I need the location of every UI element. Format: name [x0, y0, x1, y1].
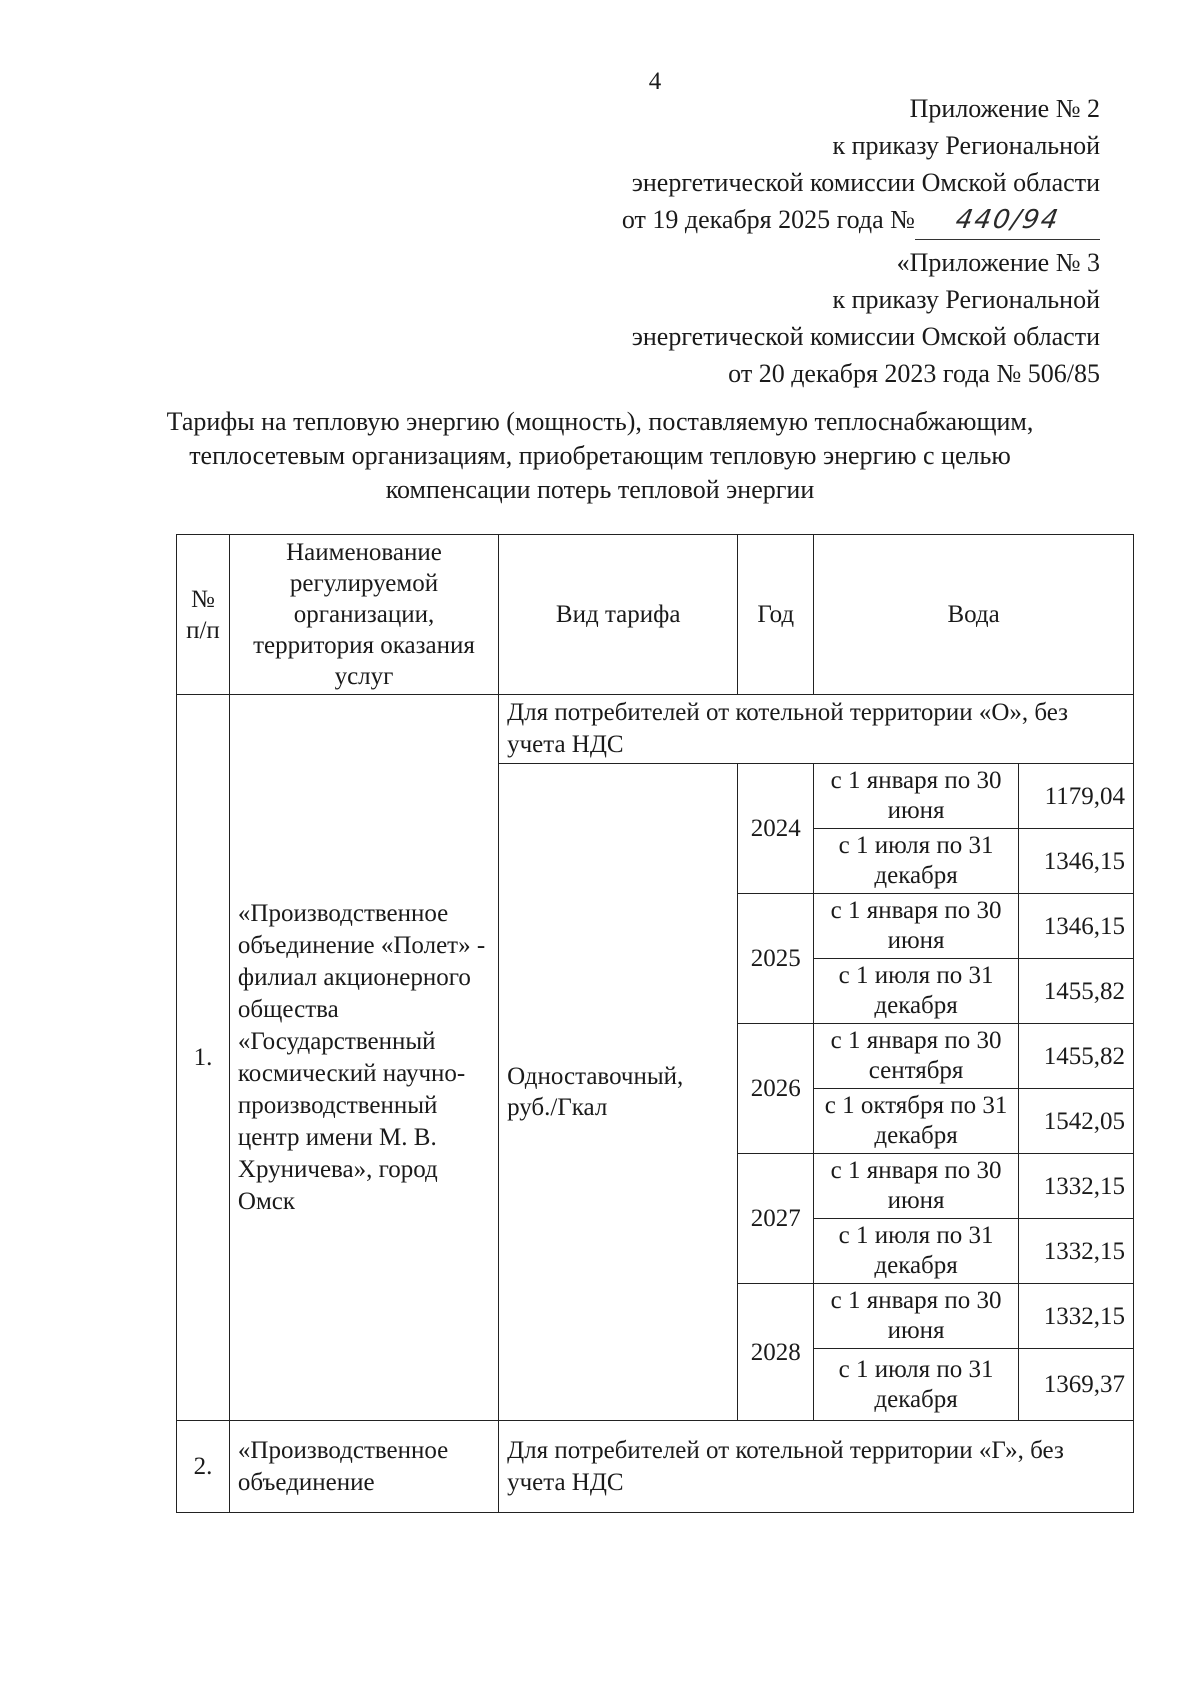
appendix-3-line4: от 20 декабря 2023 года № 506/85	[728, 359, 1100, 388]
year-cell: 2028	[738, 1284, 814, 1421]
period-cell: с 1 июля по 31 декабря	[814, 1219, 1019, 1284]
row-1-tariff-type: Одноставочный, руб./Гкал	[499, 764, 738, 1421]
appendix-2-line1: Приложение № 2	[909, 94, 1100, 123]
year-cell: 2024	[738, 764, 814, 894]
appendix-2-line3: энергетической комиссии Омской области	[631, 168, 1100, 197]
value-cell: 1332,15	[1018, 1284, 1133, 1349]
period-cell: с 1 января по 30 июня	[814, 1284, 1019, 1349]
period-cell: с 1 июля по 31 декабря	[814, 959, 1019, 1024]
header-num: № п/п	[177, 535, 230, 695]
value-cell: 1369,37	[1018, 1349, 1133, 1421]
table-row	[177, 1421, 1134, 1513]
appendix-2-line2: к приказу Региональной	[832, 131, 1100, 160]
period-cell: с 1 июля по 31 декабря	[814, 1349, 1019, 1421]
row-2-num: 2.	[177, 1421, 230, 1513]
page-number: 4	[648, 68, 662, 95]
appendix-3-line2: к приказу Региональной	[832, 285, 1100, 314]
appendix-3-line3: энергетической комиссии Омской области	[631, 322, 1100, 351]
period-cell: с 1 января по 30 июня	[814, 1154, 1019, 1219]
appendix-3-line1: «Приложение № 3	[896, 248, 1100, 277]
row-1-org: «Производственное объединение «Полет» - филиал акционерного общества «Государственный космический научно-производственный центр имени М. В. Хруничева», город Омск	[229, 695, 498, 1421]
title-line1: Тарифы на тепловую энергию (мощность), поставляемую теплоснабжающим,	[166, 407, 1034, 436]
value-cell: 1332,15	[1018, 1154, 1133, 1219]
value-cell: 1332,15	[1018, 1219, 1133, 1284]
appendix-2-header	[622, 90, 1100, 240]
table-row	[177, 695, 1134, 764]
header-water: Вода	[814, 535, 1134, 695]
value-cell: 1455,82	[1018, 959, 1133, 1024]
document-title	[150, 405, 1050, 507]
year-cell: 2027	[738, 1154, 814, 1284]
period-cell: с 1 января по 30 июня	[814, 894, 1019, 959]
header-tariff-type: Вид тарифа	[499, 535, 738, 695]
title-line2: теплосетевым организациям, приобретающим тепловую энергию с целью	[189, 441, 1011, 470]
appendix-2-line4	[622, 201, 1100, 240]
value-cell: 1346,15	[1018, 894, 1133, 959]
table-header-row	[177, 535, 1134, 695]
order-number-line	[915, 201, 1100, 240]
period-cell: с 1 января по 30 июня	[814, 764, 1019, 829]
value-cell: 1179,04	[1018, 764, 1133, 829]
row-1-num: 1.	[177, 695, 230, 1421]
value-cell: 1542,05	[1018, 1089, 1133, 1154]
appendix-2-date-prefix: от 19 декабря 2025 года №	[621, 205, 915, 234]
value-cell: 1455,82	[1018, 1024, 1133, 1089]
period-cell: с 1 июля по 31 декабря	[814, 829, 1019, 894]
header-year: Год	[738, 535, 814, 695]
period-cell: с 1 октября по 31 декабря	[814, 1089, 1019, 1154]
year-cell: 2026	[738, 1024, 814, 1154]
row-2-org: «Производственное объединение	[229, 1421, 498, 1513]
value-cell: 1346,15	[1018, 829, 1133, 894]
header-org: Наименование регулируемой организации, территория оказания услуг	[229, 535, 498, 695]
year-cell: 2025	[738, 894, 814, 1024]
appendix-3-header	[632, 244, 1100, 392]
period-cell: с 1 января по 30 сентября	[814, 1024, 1019, 1089]
row-1-subheader: Для потребителей от котельной территории «О», без учета НДС	[499, 695, 1134, 764]
tariffs-table	[176, 534, 1134, 1513]
handwritten-order-number: 440/94	[953, 205, 1062, 235]
row-2-subheader: Для потребителей от котельной территории «Г», без учета НДС	[499, 1421, 1134, 1513]
title-line3: компенсации потерь тепловой энергии	[385, 475, 815, 504]
